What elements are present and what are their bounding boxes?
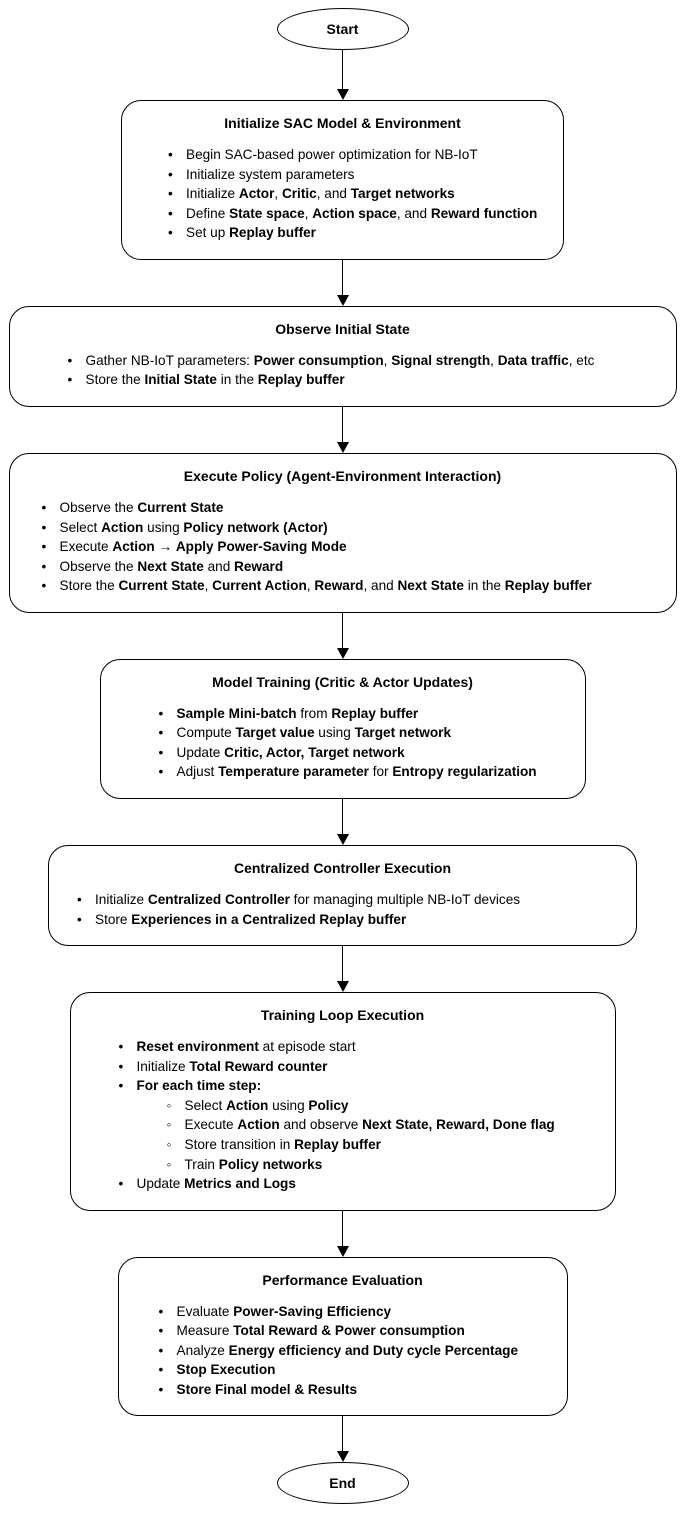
disc-bullet-icon: • xyxy=(168,186,173,202)
flow-arrow xyxy=(337,799,349,845)
flow-arrow xyxy=(337,613,349,659)
node-execute-policy xyxy=(9,453,677,613)
node-title: Centralized Controller Execution xyxy=(233,860,452,876)
disc-bullet-icon: • xyxy=(158,1323,164,1339)
node-observe-initial-state xyxy=(9,306,677,407)
bullet-item xyxy=(168,184,551,204)
arrowhead-icon xyxy=(337,295,349,306)
bullet-list xyxy=(61,890,624,929)
node-centralized-controller xyxy=(48,845,637,946)
bullet-text: Update Critic, Actor, Target network xyxy=(176,744,405,760)
arrowhead-icon xyxy=(337,1451,349,1462)
disc-bullet-icon: • xyxy=(168,225,173,241)
bullet-item xyxy=(42,557,664,577)
disc-bullet-icon: • xyxy=(118,1078,124,1094)
bullet-text: Execute Action → Apply Power-Saving Mode xyxy=(59,539,347,555)
bullet-text: Initialize system parameters xyxy=(186,166,355,182)
bullet-text: Begin SAC-based power optimization for NB-IoT xyxy=(186,147,478,162)
disc-bullet-icon: • xyxy=(168,166,173,182)
bullet-text: For each time step: xyxy=(136,1078,262,1094)
bullet-item xyxy=(168,165,551,185)
bullet-text: Select Action using Policy network (Actor) xyxy=(59,519,328,535)
flow-arrow xyxy=(337,946,349,992)
flow-arrow xyxy=(337,1416,349,1462)
disc-bullet-icon: • xyxy=(158,744,164,760)
node-training-loop xyxy=(70,992,616,1211)
bullet-item xyxy=(159,1380,555,1400)
disc-bullet-icon: • xyxy=(158,705,164,721)
disc-bullet-icon: • xyxy=(41,578,47,594)
circle-bullet-icon: ◦ xyxy=(166,1156,172,1172)
end-label: End xyxy=(329,1475,356,1492)
bullet-item xyxy=(168,204,551,224)
disc-bullet-icon: • xyxy=(77,911,82,927)
bullet-text: Store the Current State, Current Action, Reward, and Next State in the Replay buffer xyxy=(59,578,592,594)
arrow-line xyxy=(342,407,344,443)
bullet-item xyxy=(119,1174,603,1194)
node-title: Observe Initial State xyxy=(275,320,410,337)
bullet-text: Initialize Centralized Controller for managing multiple NB-IoT devices xyxy=(95,892,521,907)
sub-bullet-item xyxy=(167,1096,603,1116)
bullet-item xyxy=(159,1360,555,1380)
bullet-text: Sample Mini-batch from Replay buffer xyxy=(176,705,419,721)
bullet-text: Compute Target value using Target network xyxy=(176,725,452,741)
bullet-text: Evaluate Power-Saving Efficiency xyxy=(176,1303,392,1319)
arrow-line xyxy=(342,799,344,835)
bullet-text: Observe the Next State and Reward xyxy=(59,558,284,574)
disc-bullet-icon: • xyxy=(168,205,173,221)
bullet-item xyxy=(159,704,573,724)
bullet-list xyxy=(131,1302,555,1400)
bullet-text: Initialize Actor, Critic, and Target networks xyxy=(186,186,455,202)
bullet-text: Store the Initial State in the Replay buffer xyxy=(85,372,345,388)
circle-bullet-icon: ◦ xyxy=(166,1097,172,1113)
disc-bullet-icon: • xyxy=(158,1362,164,1378)
node-title: Model Training (Critic & Actor Updates) xyxy=(212,673,473,690)
bullet-item xyxy=(168,145,551,165)
arrow-line xyxy=(342,1416,344,1452)
disc-bullet-icon: • xyxy=(41,499,47,515)
node-title: Performance Evaluation xyxy=(262,1271,423,1288)
bullet-list xyxy=(134,145,551,243)
node-title: Training Loop Execution xyxy=(260,1007,425,1024)
sub-bullet-item xyxy=(167,1155,603,1175)
arrowhead-icon xyxy=(337,648,349,659)
circle-bullet-icon: ◦ xyxy=(166,1117,172,1133)
end-node xyxy=(277,1462,409,1504)
disc-bullet-icon: • xyxy=(67,372,73,388)
bullet-item xyxy=(159,723,573,743)
bullet-list xyxy=(83,1037,603,1194)
bullet-text: Execute Action and observe Next State, Reward, Done flag xyxy=(184,1117,555,1133)
disc-bullet-icon: • xyxy=(118,1058,124,1074)
bullet-item xyxy=(159,1321,555,1341)
bullet-text: Analyze Energy efficiency and Duty cycle Percentage xyxy=(176,1342,519,1358)
sub-bullet-item xyxy=(167,1115,603,1135)
node-model-training xyxy=(100,659,586,799)
bullet-item xyxy=(42,518,664,538)
arrow-line xyxy=(342,260,344,296)
arrowhead-icon xyxy=(337,442,349,453)
disc-bullet-icon: • xyxy=(41,539,47,555)
start-node xyxy=(277,8,409,50)
disc-bullet-icon: • xyxy=(118,1039,124,1055)
bullet-text: Adjust Temperature parameter for Entropy regularization xyxy=(176,764,537,780)
bullet-item xyxy=(77,890,624,910)
bullet-text: Measure Total Reward & Power consumption xyxy=(176,1323,465,1339)
bullet-text: Stop Execution xyxy=(176,1362,276,1378)
disc-bullet-icon: • xyxy=(118,1176,124,1192)
arrow-line xyxy=(342,50,344,90)
node-title: Execute Policy (Agent-Environment Interaction) xyxy=(183,467,502,484)
disc-bullet-icon: • xyxy=(158,1342,164,1358)
bullet-item xyxy=(119,1057,603,1077)
disc-bullet-icon: • xyxy=(158,725,164,741)
disc-bullet-icon: • xyxy=(168,147,173,162)
arrowhead-icon xyxy=(337,834,349,845)
arrowhead-icon xyxy=(337,981,349,992)
bullet-item xyxy=(77,910,624,930)
node-initialize-sac-model xyxy=(121,100,564,260)
arrow-line xyxy=(342,1211,344,1247)
bullet-text: Observe the Current State xyxy=(59,499,224,515)
bullet-text: Initialize Total Reward counter xyxy=(136,1058,328,1074)
bullet-item xyxy=(42,537,664,557)
flow-arrow xyxy=(337,50,349,100)
bullet-text: Gather NB-IoT parameters: Power consumption, Signal strength, Data traffic, etc xyxy=(85,352,595,368)
arrow-line xyxy=(342,613,344,649)
bullet-item xyxy=(159,1302,555,1322)
bullet-text: Reset environment at episode start xyxy=(136,1039,356,1055)
bullet-text: Store Final model & Results xyxy=(176,1381,358,1397)
bullet-text: Train Policy networks xyxy=(184,1156,323,1172)
start-label: Start xyxy=(326,21,359,37)
bullet-item xyxy=(119,1037,603,1057)
node-title: Initialize SAC Model & Environment xyxy=(224,115,461,131)
arrow-line xyxy=(342,946,344,982)
arrowhead-icon xyxy=(337,89,349,100)
disc-bullet-icon: • xyxy=(41,558,47,574)
bullet-item xyxy=(119,1076,603,1096)
disc-bullet-icon: • xyxy=(77,892,82,907)
disc-bullet-icon: • xyxy=(158,1381,164,1397)
bullet-text: Select Action using Policy xyxy=(184,1097,349,1113)
arrowhead-icon xyxy=(337,1246,349,1257)
bullet-text: Set up Replay buffer xyxy=(186,225,316,241)
circle-bullet-icon: ◦ xyxy=(166,1136,172,1152)
disc-bullet-icon: • xyxy=(158,1303,164,1319)
bullet-list xyxy=(22,498,664,596)
bullet-item xyxy=(42,576,664,596)
disc-bullet-icon: • xyxy=(67,352,73,368)
node-performance-evaluation xyxy=(118,1257,568,1417)
bullet-text: Define State space, Action space, and Reward function xyxy=(186,205,538,221)
bullet-list xyxy=(22,351,664,390)
bullet-item xyxy=(159,1341,555,1361)
bullet-item xyxy=(68,370,664,390)
bullet-text: Store transition in Replay buffer xyxy=(184,1136,381,1152)
disc-bullet-icon: • xyxy=(158,764,164,780)
bullet-item xyxy=(42,498,664,518)
bullet-text: Store Experiences in a Centralized Replay buffer xyxy=(95,911,407,927)
flow-arrow xyxy=(337,407,349,453)
bullet-item xyxy=(159,743,573,763)
disc-bullet-icon: • xyxy=(41,519,47,535)
sub-bullet-item xyxy=(167,1135,603,1155)
flow-arrow xyxy=(337,260,349,306)
bullet-item xyxy=(68,351,664,371)
flow-arrow xyxy=(337,1211,349,1257)
bullet-item xyxy=(168,223,551,243)
bullet-text: Update Metrics and Logs xyxy=(136,1176,296,1192)
bullet-item xyxy=(159,762,573,782)
bullet-list xyxy=(113,704,573,782)
